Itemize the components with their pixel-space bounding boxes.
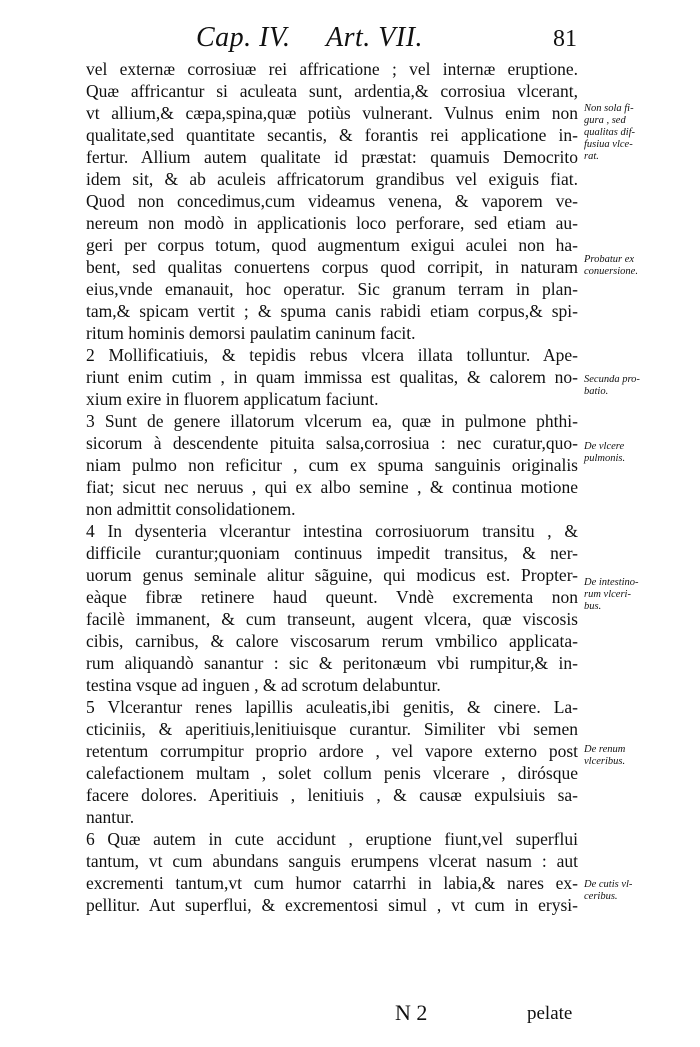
text-line: niam pulmo non reficitur , cum ex spuma sanguinis originalis (86, 455, 578, 475)
text-line: bent, sed qualitas conuertens corpus quod corripit, in naturam (86, 257, 578, 277)
margin-note: Secunda pro- batio. (584, 374, 640, 397)
text-line: excrementi tantum,vt cum humor catarrhi in labia,& nares ex- (86, 873, 578, 893)
text-line: vt allium,& cæpa,spina,quæ potiùs vulnerant. Vulnus enim non (86, 103, 578, 123)
text-line: ritum hominis demorsi paulatim caninum facit. (86, 323, 416, 343)
margin-note: De vlcere pulmonis. (584, 441, 626, 464)
text-line: Quod non concedimus,cum videamus venena, & vaporem ve- (86, 191, 578, 211)
text-line: tam,& spicam vertit ; & spuma canis rabidi etiam corpus,& spi- (86, 301, 578, 321)
margin-note: De cutis vl- ceribus. (584, 879, 633, 902)
catchword: pelate (527, 1003, 573, 1024)
text-line: vel externæ corrosiuæ rei affricatione ; vel internæ eruptione. (86, 59, 578, 79)
text-line: fertur. Allium autem qualitate id præstat: quamuis Democrito (86, 147, 578, 167)
text-line: 6 Quæ autem in cute accidunt , eruptione fiunt,vel superflui (86, 829, 578, 849)
text-line: Quæ affricantur si aculeata sunt, ardentia,& corrosiua vlcerant, (86, 81, 578, 101)
text-line: idem sit, & ab aculeis affricatorum grandibus vel exiguis fiat. (86, 169, 578, 189)
text-line: 2 Mollificatiuis, & tepidis rebus vlcera illata tolluntur. Ape- (86, 345, 578, 365)
margin-note: Probatur ex conuersione. (584, 254, 638, 277)
text-line: pellitur. Aut superflui, & excrementosi simul , vt cum in erysi- (86, 895, 578, 915)
text-line: uorum genus seminale alitur sãguine, qui modicus est. Propter- (86, 565, 578, 585)
text-line: tantum, vt cum abundans sanguis erumpens vlcerat nasum : aut (86, 851, 578, 871)
text-line: qualitate,sed quantitate secantis, & forantis rei applicatione in- (86, 125, 578, 145)
text-line: nantur. (86, 807, 135, 827)
signature-mark: N 2 (395, 1000, 428, 1025)
text-line: facere dolores. Aperitiuis , lenitiuis , & causæ expulsiuis sa- (86, 785, 578, 805)
text-line: difficile curantur;quoniam continuus impedit transitus, & ner- (86, 543, 578, 563)
text-line: geri per corpus totum, quod augmentum exigui aculei non ha- (86, 235, 578, 255)
text-line: sicorum à descendente pituita salsa,corrosiua : nec curatur,quo- (86, 433, 578, 453)
body-text (86, 58, 578, 916)
text-line: fiat; sicut nec neruus , qui ex albo semine , & continua motione (86, 477, 578, 497)
text-line: calefactionem multam , solet collum penis vlcerare , dirósque (86, 763, 578, 783)
text-line: cticiniis, & aperitiuis,lenitiuisque curantur. Similiter vbi semen (86, 719, 578, 739)
text-line: 5 Vlcerantur renes lapillis aculeatis,ibi genitis, & cinere. La- (86, 697, 578, 717)
text-line: testina vsque ad inguen , & ad scrotum delabuntur. (86, 675, 441, 695)
running-head-article: Art. VII. (326, 22, 424, 53)
running-head-chapter: Cap. IV. (196, 22, 291, 53)
text-line: riunt enim cutim , in quam immissa est qualitas, & calorem no- (86, 367, 578, 387)
text-line: non admittit consolidationem. (86, 499, 296, 519)
text-line: rum aliquandò sanantur : sic & peritonæum vbi rumpitur,& in- (86, 653, 578, 673)
text-line: nereum non modò in applicationis loco perforare, sed etiam au- (86, 213, 578, 233)
text-line: 3 Sunt de genere illatorum vlcerum ea, quæ in pulmone phthi- (86, 411, 578, 431)
margin-note: Non sola fi- gura , sed qualitas dif- fusiua vlce- rat. (584, 103, 636, 162)
text-line: cibis, carnibus, & calore viscosarum rerum vmbilico applicata- (86, 631, 578, 651)
text-line: 4 In dysenteria vlcerantur intestina corrosiuorum transitu , & (86, 521, 578, 541)
margin-note: De intestino- rum vlceri- bus. (584, 577, 639, 612)
text-line: eius,vnde emanauit, hoc operatur. Sic granum terram in plan- (86, 279, 578, 299)
text-line: xium exire in fluorem applicatum faciunt. (86, 389, 379, 409)
text-line: eàque fibræ retinere haud queunt. Vndè excrementa non (86, 587, 578, 607)
text-line: retentum corrumpitur proprio ardore , vel vapore externo post (86, 741, 578, 761)
margin-note: De renum vlceribus. (584, 744, 626, 767)
text-line: facilè immanent, & cum transeunt, augent vlcera, quæ viscosis (86, 609, 578, 629)
page-number: 81 (553, 26, 577, 52)
